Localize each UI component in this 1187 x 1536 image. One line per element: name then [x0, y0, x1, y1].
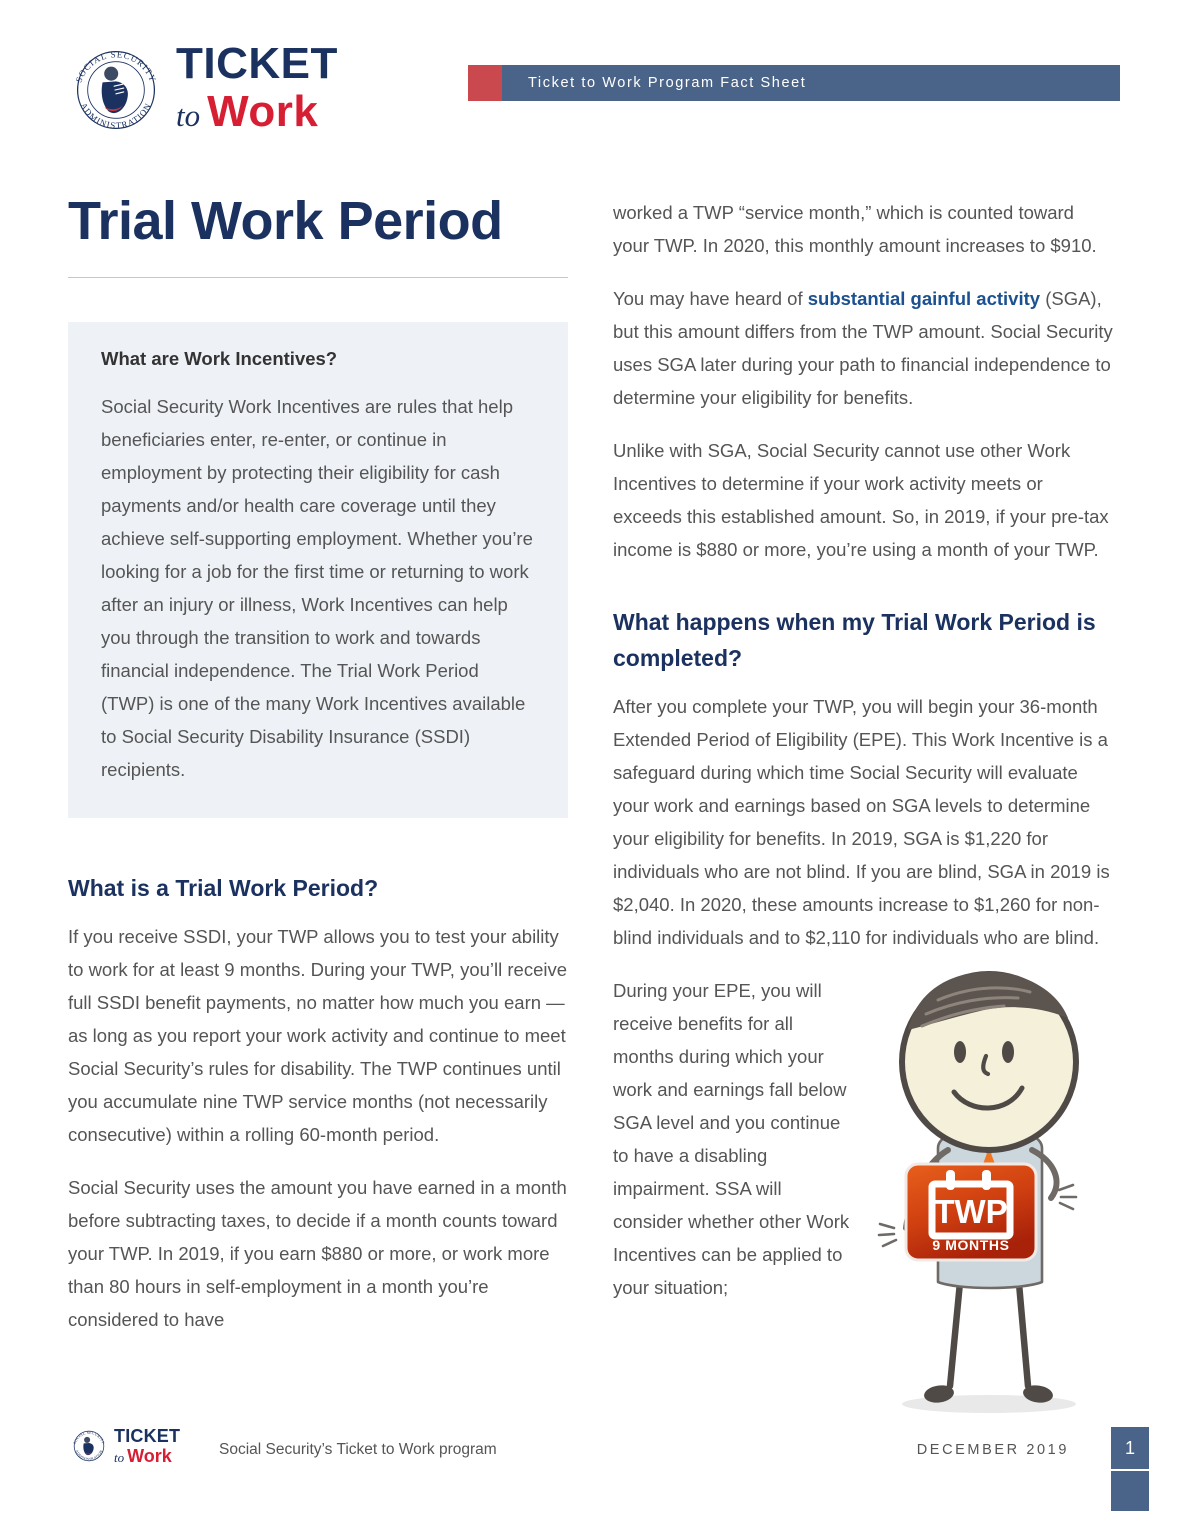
sga-sentence-tail: (SGA), but this amount differs from the TWP amount. Social Security uses SGA later during your path to financial independence to determine your eligibility for benefits.	[613, 288, 1113, 408]
page-header	[0, 0, 1187, 170]
section-heading-what-is-twp: What is a Trial Work Period?	[68, 875, 379, 901]
left-paragraph-1: If you receive SSDI, your TWP allows you to test your ability to work for at least 9 months. During your TWP, you’ll receive full SSDI benefit payments, no matter how much you earn — as long as you report your work activity and continue to meet Social Security’s rules for disability. The TWP continues until you accumulate nine TWP service months (not necessarily consecutive) within a rolling 60-month period.	[68, 926, 568, 1145]
page-badge-tail	[1111, 1471, 1149, 1511]
footer-wordmark-ticket: TICKET	[114, 1426, 181, 1446]
footer-program-text: Social Security’s Ticket to Work program	[219, 1441, 497, 1458]
svg-text:SOCIAL SECURITY: SOCIAL SECURITY	[72, 1430, 106, 1445]
left-paragraph-2: Social Security uses the amount you have earned in a month before subtracting taxes, to decide if a month counts toward your TWP. In 2019, if you earn $880 or more, or work more than 80 hours in self-employment in a month you’re considered to have	[68, 1177, 567, 1330]
footer-wordmark	[114, 1427, 180, 1465]
svg-text:ADMINISTRATION: ADMINISTRATION	[74, 1449, 104, 1462]
right-paragraph-1: worked a TWP “service month,” which is counted toward your TWP. In 2020, this monthly amount increases to $910.	[613, 202, 1097, 256]
right-paragraph-2	[613, 282, 1113, 414]
right-paragraph-4-text: After you complete your TWP, you will begin your 36-month Extended Period of Eligibility (EPE). This Work Incentive is a safeguard during which time Social Security will evaluate your work and earnings based on SGA levels to determine your eligibility for benefits. In 2019, SGA is $1,220 for individuals who are not blind. If you are blind, SGA in 2019 is $2,040. In 2020, these amounts increase to $1,260 for non-blind individuals and to $2,110 for individuals who are blind.	[613, 696, 1110, 948]
ssa-seal-icon	[68, 42, 164, 138]
twp-calendar-sign	[906, 1164, 1036, 1260]
work-incentives-callout	[68, 322, 568, 818]
left-column	[68, 322, 568, 1336]
footer-ticket-to-work-logo	[70, 1427, 180, 1465]
callout-body: Social Security Work Incentives are rules that help beneficiaries enter, re-enter, or continue in employment by protecting their eligibility for cash payments and/or health care coverage until they achieve self-supporting employment. Whether you’re looking for a job for the first time or returning to work after an injury or illness, Work Incentives can help you through the transition to work and towards financial independence. The Trial Work Period (TWP) is one of the many Work Incentives available to Social Security Disability Insurance (SSDI) recipients.	[101, 396, 533, 780]
ticket-to-work-wordmark	[176, 39, 338, 138]
fact-sheet-label: Ticket to Work Program Fact Sheet	[528, 75, 807, 91]
wordmark-to: to	[176, 98, 201, 133]
banner-blue-bar	[502, 65, 1120, 101]
right-paragraph-5: During your EPE, you will receive benefits for all months during which your work and earnings fall below SGA level and you continue to have a disabling impairment. SSA will consider whether other Work Incentives can be applied to your situation;	[613, 980, 850, 1298]
substantial-gainful-activity-term: substantial gainful activity	[807, 288, 1041, 309]
footer-date: DECEMBER 2019	[916, 1442, 1069, 1458]
page-footer	[0, 1426, 1187, 1536]
page-number: 1	[1111, 1427, 1149, 1469]
right-paragraph-4	[613, 690, 1113, 954]
section-heading-twp-completed: What happens when my Trial Work Period is completed?	[613, 609, 1096, 671]
twp-character-illustration	[862, 952, 1136, 1422]
svg-text:TWP: TWP	[934, 1193, 1008, 1230]
sga-sentence-lead: You may have heard of	[613, 288, 808, 309]
right-paragraph-3: Unlike with SGA, Social Security cannot use other Work Incentives to determine if your work activity meets or exceeds this established amount. So, in 2019, if your pre-tax income is $880 or more, you’re using a month of your TWP.	[613, 440, 1109, 560]
page-number-badge	[1111, 1427, 1149, 1511]
wordmark-ticket: TICKET	[176, 39, 338, 88]
svg-text:9 MONTHS: 9 MONTHS	[932, 1237, 1010, 1253]
callout-heading: What are Work Incentives?	[101, 348, 338, 369]
footer-wordmark-work: Work	[127, 1446, 172, 1466]
title-divider	[68, 277, 568, 278]
footer-ssa-seal-icon	[70, 1427, 108, 1465]
ssa-ticket-to-work-logo	[68, 39, 338, 138]
page-title: Trial Work Period	[68, 191, 503, 251]
fact-sheet-banner	[468, 65, 1120, 101]
footer-wordmark-to: to	[114, 1450, 125, 1465]
wordmark-work: Work	[207, 87, 319, 136]
svg-text:ADMINISTRATION: ADMINISTRATION	[78, 100, 154, 131]
banner-red-accent	[468, 65, 502, 101]
svg-text:SOCIAL SECURITY: SOCIAL SECURITY	[73, 49, 159, 84]
